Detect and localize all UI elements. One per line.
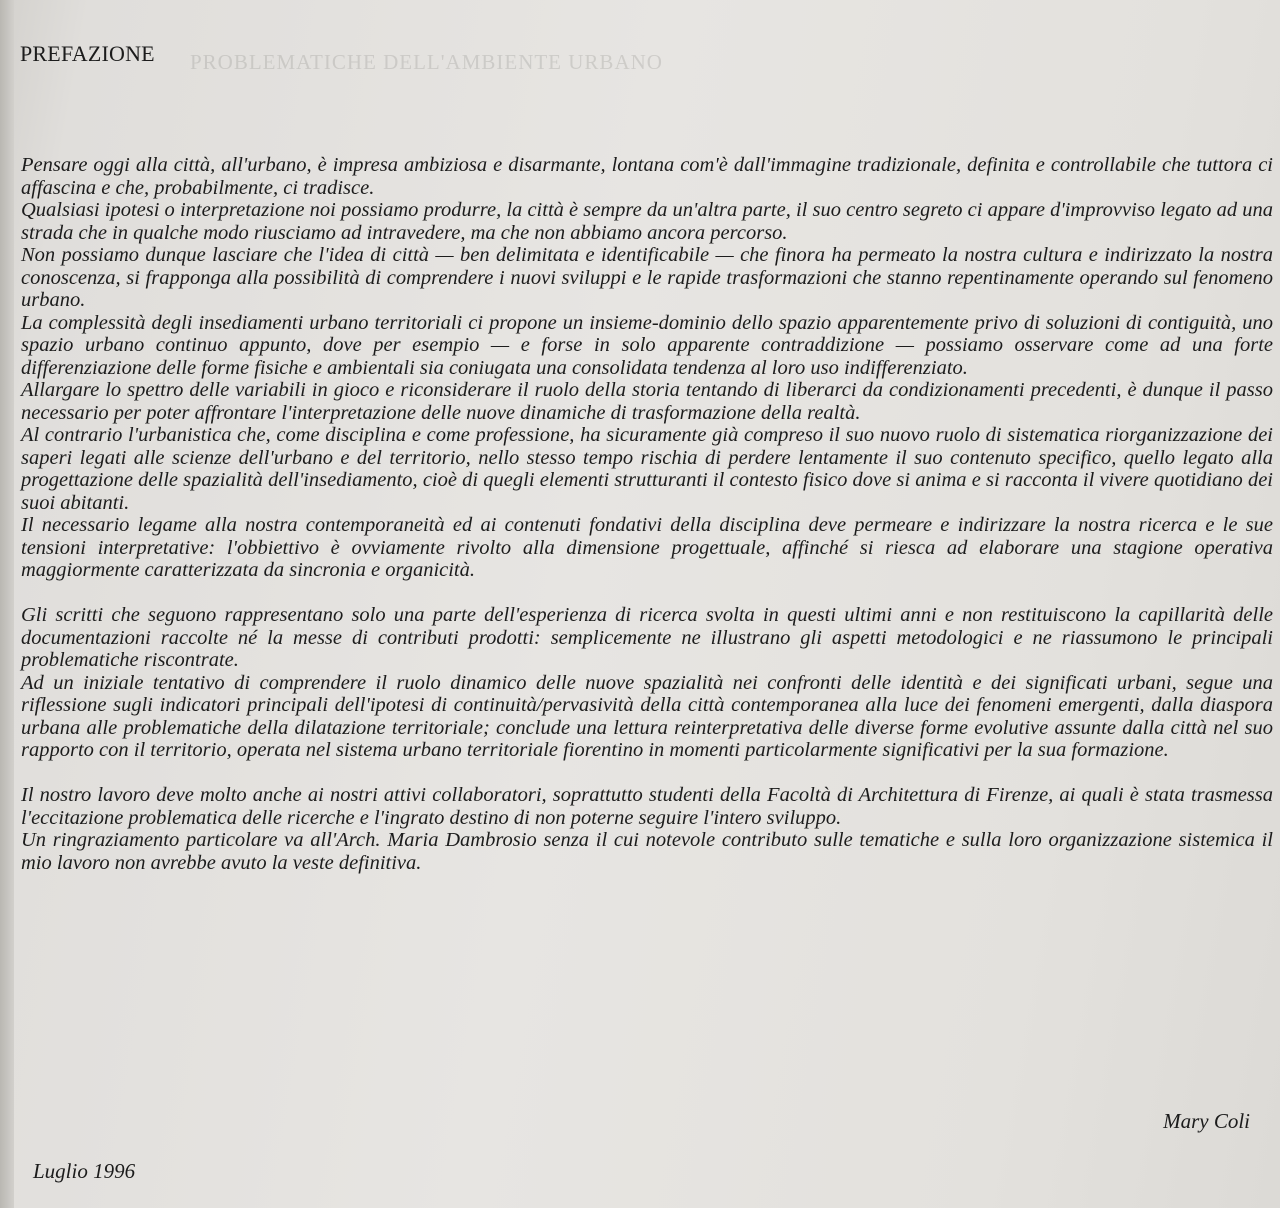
date-line: Luglio 1996 <box>33 1159 136 1183</box>
paragraph: Qualsiasi ipotesi o interpretazione noi possiamo produrre, la città è sempre da un'altra parte, il suo centro segreto ci appare d'improvviso legato ad una strada che in qualche modo riusciamo ad intravedere, ma che non abbiamo ancora percorso. <box>21 199 1273 244</box>
author-signature: Mary Coli <box>1163 1109 1250 1133</box>
paragraph: Allargare lo spettro delle variabili in gioco e riconsiderare il ruolo della storia tentando di liberarci da condizionamenti precedenti, è dunque il passo necessario per poter affrontare l'interpretazione delle nuove dinamiche di trasformazione della realtà. <box>21 379 1273 424</box>
paragraph: La complessità degli insediamenti urbano territoriali ci propone un insieme-dominio dello spazio apparentemente privo di soluzioni di contiguità, uno spazio urbano continuo appunto, dove per esempio — e forse in solo apparente contraddizione — possiamo osservare come ad una forte differenziazione delle forme fisiche e ambientali sia coniugata una consolidata tendenza al loro uso indifferenziato. <box>21 311 1273 379</box>
paragraph: Gli scritti che seguono rappresentano solo una parte dell'esperienza di ricerca svolta in questi ultimi anni e non restituiscono la capillarità delle documentazioni raccolte né la messe di contributi prodotti: semplicemente ne illustrano gli aspetti metodologici e ne riassumono le principali problematiche riscontrate. <box>21 604 1273 671</box>
paragraph: Pensare oggi alla città, all'urbano, è impresa ambiziosa e disarmante, lontana com'è dall'immagine tradizionale, definita e controllabile che tuttora ci affascina e che, probabilmente, ci tradisce. <box>21 154 1273 199</box>
paragraph: Il nostro lavoro deve molto anche ai nostri attivi collaboratori, soprattutto studenti della Facoltà di Architettura di Firenze, ai quali è stata trasmessa l'eccitazione problematica delle ricerche e l'ingrato destino di non poterne seguire l'intero sviluppo. <box>21 784 1273 829</box>
paragraph: Un ringraziamento particolare va all'Arch. Maria Dambrosio senza il cui notevole contributo sulle tematiche e sulla loro organizzazione sistemica il mio lavoro non avrebbe avuto la veste definitiva. <box>21 829 1273 874</box>
paragraph: Al contrario l'urbanistica che, come disciplina e come professione, ha sicuramente già compreso il suo nuovo ruolo di sistematica riorganizzazione dei saperi legati alle scienze dell'urbano e del territorio, nello stesso tempo rischia di perdere lentamente il suo contenuto specifico, quello legato alla progettazione delle spazialità dell'insediamento, cioè di quegli elementi strutturanti il contesto fisico dove si anima e si racconta il vivere quotidiano dei suoi abitanti. <box>21 424 1273 514</box>
preface-body <box>21 154 1273 874</box>
paragraph: Non possiamo dunque lasciare che l'idea di città — ben delimitata e identificabile — che finora ha permeato la nostra cultura e indirizzato la nostra conoscenza, si frapponga alla possibilità di comprendere i nuovi sviluppi e le rapide trasformazioni che stanno repentinamente operando sul fenomeno urbano. <box>21 244 1273 311</box>
paragraph: Ad un iniziale tentativo di comprendere il ruolo dinamico delle nuove spazialità nei confronti delle identità e dei significati urbani, segue una riflessione sugli indicatori principali dell'ipotesi di continuità/pervasività della città contemporanea alla luce dei fenomeni emergenti, dalla diaspora urbana alle problematiche della dilatazione territoriale; conclude una lettura reinterpretativa delle diverse forme evolutive assunte dalla città nel suo rapporto con il territorio, operata nel sistema urbano territoriale fiorentino in momenti particolarmente significativi per la sua formazione. <box>21 671 1273 761</box>
page-title: PREFAZIONE <box>20 41 155 66</box>
paragraph: Il necessario legame alla nostra contemporaneità ed ai contenuti fondativi della disciplina deve permeare e indirizzare la nostra ricerca e le sue tensioni interpretative: l'obbiettivo è ovviamente rivolto alla dimensione progettuale, affinché si riesca ad elaborare una stagione operativa maggiormente caratterizzata da sincronia e organicità. <box>21 514 1273 581</box>
bleed-through-title: PROBLEMATICHE DELL'AMBIENTE URBANO <box>190 50 663 74</box>
